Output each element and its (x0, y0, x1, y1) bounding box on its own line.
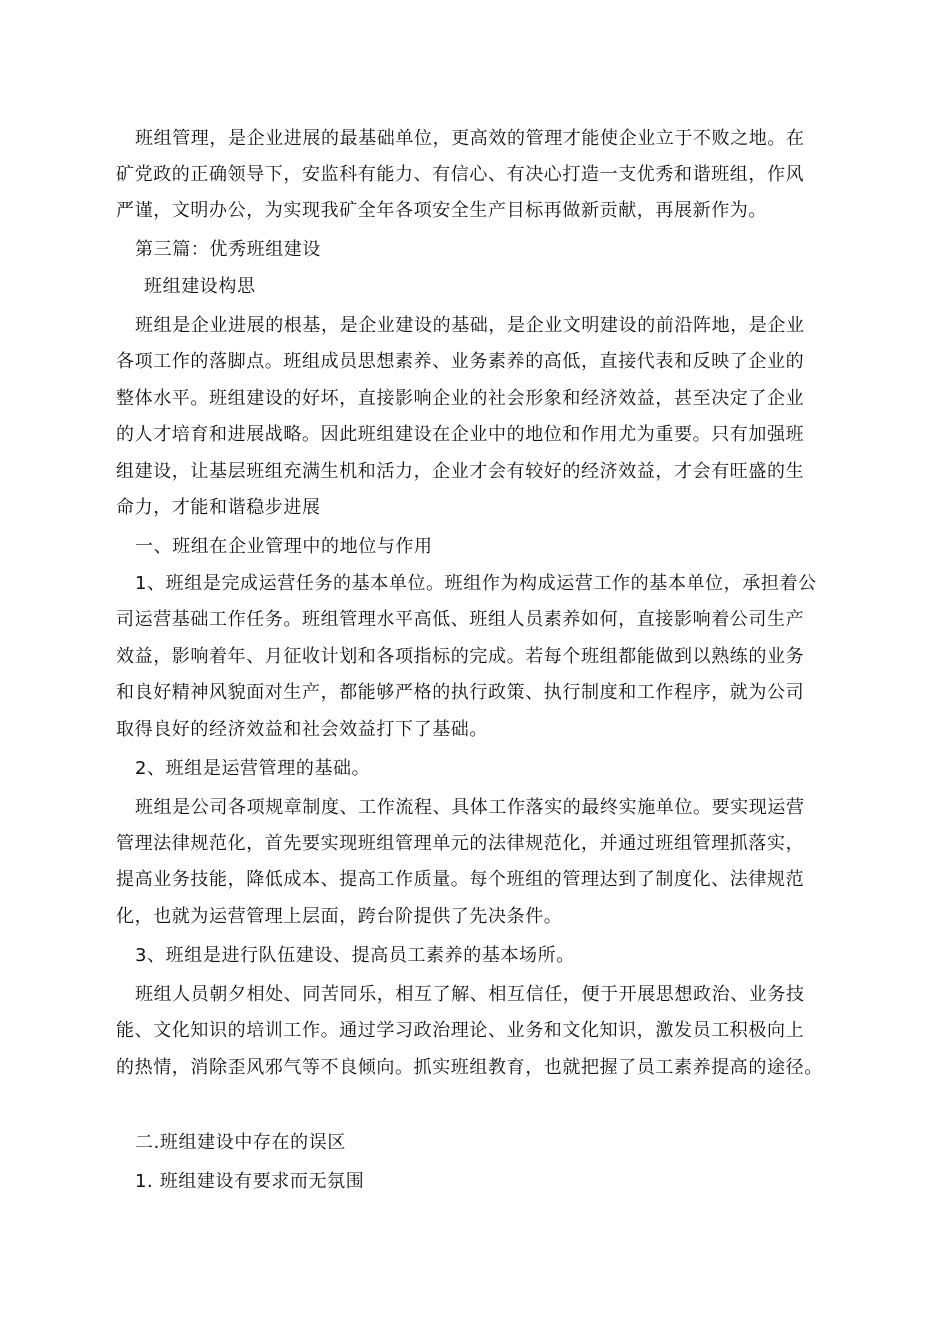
body-paragraph-line: 效益，影响着年、月征收计划和各项指标的完成。若每个班组都能做到以熟练的业务 (116, 646, 805, 667)
body-paragraph-line: 组建设，让基层班组充满生机和活力，企业才会有较好的经济效益，才会有旺盛的生 (116, 461, 805, 482)
body-paragraph-line: 班组管理，是企业进展的最基础单位，更高效的管理才能使企业立于不败之地。在 (135, 128, 805, 149)
numbered-heading: 3、班组是进行队伍建设、提高员工素养的基本场所。 (135, 945, 575, 966)
body-paragraph-line: 班组是公司各项规章制度、工作流程、具体工作落实的最终实施单位。要实现运营 (135, 797, 805, 818)
body-paragraph-line: 提高业务技能，降低成本、提高工作质量。每个班组的管理达到了制度化、法律规范 (116, 869, 805, 890)
body-paragraph-line: 和良好精神风貌面对生产，都能够严格的执行政策、执行制度和工作程序，就为公司 (116, 682, 805, 703)
body-paragraph-line: 取得良好的经济效益和社会效益打下了基础。 (116, 719, 488, 740)
section-heading: 二.班组建设中存在的误区 (135, 1132, 346, 1153)
body-paragraph-line: 化，也就为运营管理上层面，跨台阶提供了先决条件。 (116, 906, 563, 927)
body-paragraph-line: 的人才培育和进展战略。因此班组建设在企业中的地位和作用尤为重要。只有加强班 (116, 424, 805, 445)
body-paragraph-line: 1、班组是完成运营任务的基本单位。班组作为构成运营工作的基本单位，承担着公 (135, 573, 817, 594)
numbered-heading: 1. 班组建设有要求而无氛围 (135, 1171, 365, 1192)
body-paragraph-line: 班组人员朝夕相处、同苦同乐，相互了解、相互信任，便于开展思想政治、业务技 (135, 984, 805, 1005)
numbered-heading: 2、班组是运营管理的基础。 (135, 758, 371, 779)
body-paragraph-line: 的热情，消除歪风邪气等不良倾向。抓实班组教育，也就把握了员工素养提高的途径。 (116, 1057, 823, 1078)
body-paragraph-line: 整体水平。班组建设的好坏，直接影响企业的社会形象和经济效益，甚至决定了企业 (116, 388, 805, 409)
body-paragraph-line: 矿党政的正确领导下，安监科有能力、有信心、有决心打造一支优秀和谐班组，作风 (116, 164, 805, 185)
body-paragraph-line: 严谨，文明办公，为实现我矿全年各项安全生产目标再做新贡献，再展新作为。 (116, 200, 767, 221)
body-paragraph-line: 管理法律规范化，首先要实现班组管理单元的法律规范化，并通过班组管理抓落实， (116, 833, 805, 854)
body-paragraph-line: 能、文化知识的培训工作。通过学习政治理论、业务和文化知识，激发员工积极向上 (116, 1020, 805, 1041)
section-heading: 第三篇：优秀班组建设 (135, 239, 321, 260)
body-paragraph-line: 命力，才能和谐稳步进展 (116, 497, 321, 518)
body-paragraph-line: 司运营基础工作任务。班组管理水平高低、班组人员素养如何，直接影响着公司生产 (116, 609, 805, 630)
body-paragraph-line: 班组是企业进展的根基，是企业建设的基础，是企业文明建设的前沿阵地，是企业 (135, 315, 805, 336)
subsection-heading: 班组建设构思 (144, 276, 256, 297)
section-heading: 一、班组在企业管理中的地位与作用 (135, 536, 433, 557)
body-paragraph-line: 各项工作的落脚点。班组成员思想素养、业务素养的高低，直接代表和反映了企业的 (116, 351, 805, 372)
